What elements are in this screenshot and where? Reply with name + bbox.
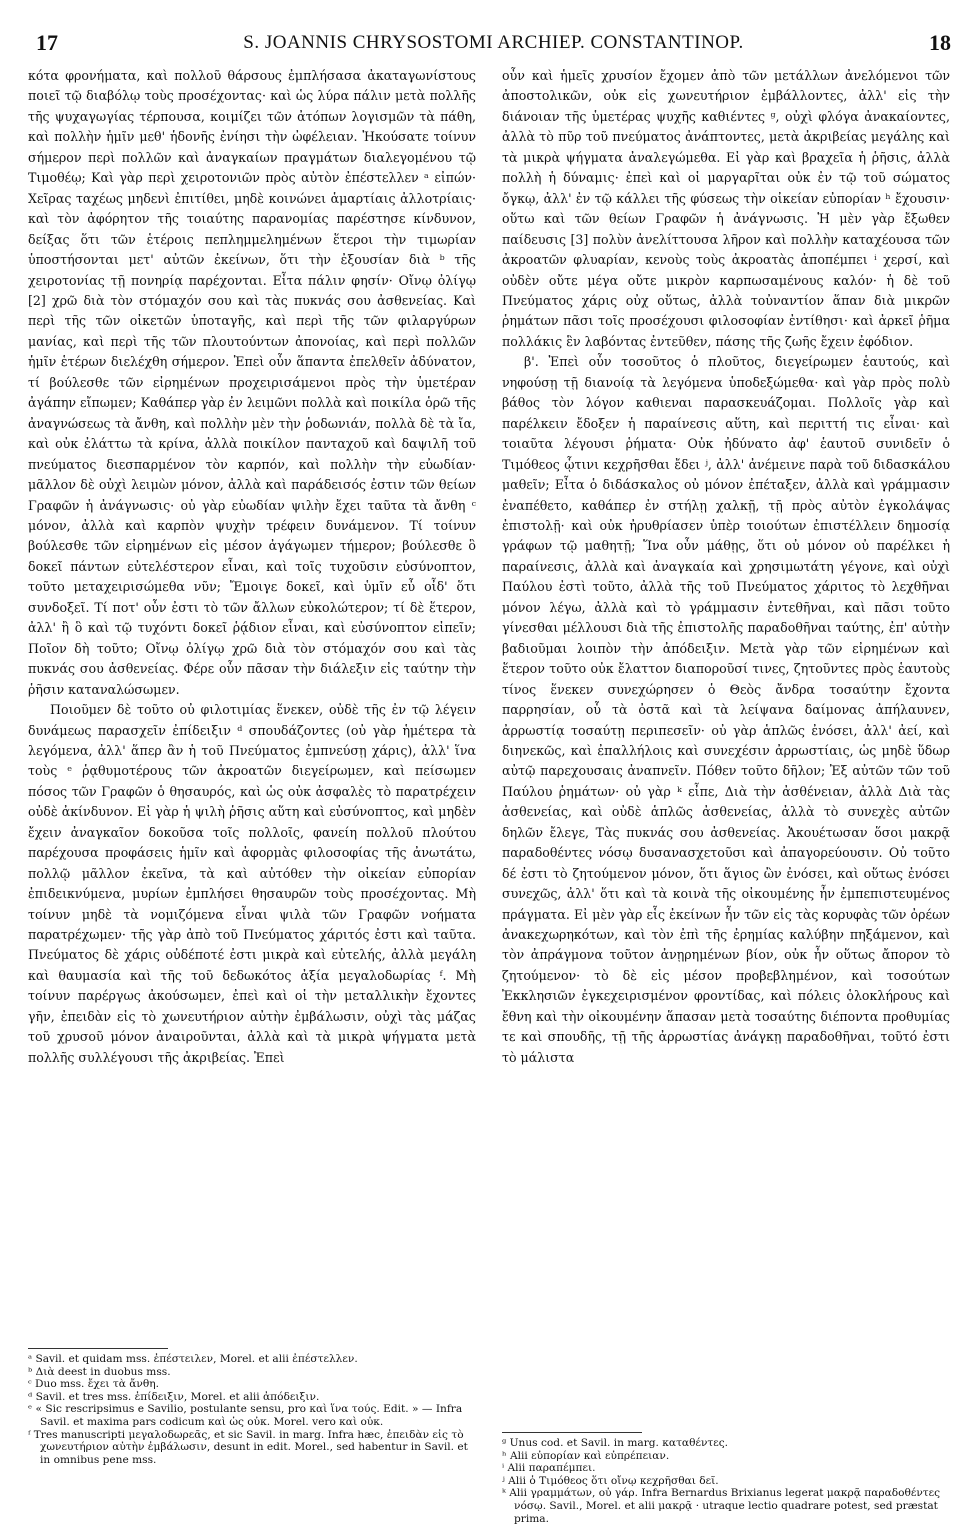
footnote-a: ᵃ Savil. et quidam mss. ἐπέστειλεν, Morel. et alii ἐπέστελλεν. (28, 1353, 358, 1365)
left-paragraph-1: κότα φρονήματα, καὶ πολλοῦ θάρσους ἐμπλήσασα ἀκαταγωνίστους ποιεῖ τῷ διαβόλῳ τοὺς προσέχοντας· καὶ ὡς λύρα πάλιν μετὰ πολλῆς τῆς ψυχαγωγίας τέρπουσα, κοιμίζει τῶν ἀτόπων λογισμῶν τὰ πάθη, καὶ πολλὴν ἡμῖν μεθ' ἡδονῆς ἐνίησι τὴν ὠφέλειαν. Ἠκούσατε τοίνυν σήμερον περὶ πολλῶν καὶ ἀναγκαίων πραγμάτων διαλεγομένου τῷ Τιμοθέῳ; Καὶ γὰρ περὶ χειροτονιῶν πρὸς αὐτὸν ἐπέστελλεν ᵃ εἰπών· Χεῖρας ταχέως μηδενὶ ἐπιτίθει, μηδὲ κοινώνει ἁμαρτίαις ἀλλοτρίαις· καὶ τὸν ἀφόρητον τῆς τοιαύτης παρανομίας παρέστησε κίνδυνον, δείξας ὅτι τῶν ἑτέροις πεπλημμελημένων ἕτεροι τὴν τιμωρίαν ὑποστήσονται μετ' αὐτῶν ἐκείνων, ὅτι τὴν ἐξουσίαν διὰ ᵇ τῆς χειροτονίας τῇ πονηρίᾳ παρέχονται. Εἶτα πάλιν φησίν· Οἴνῳ ὀλίγῳ [2] χρῶ διὰ τὸν στόμαχόν σου καὶ τὰς πυκνάς σου ἀσθενείας. Καὶ περὶ τῆς τῶν οἰκετῶν ὑποταγῆς, καὶ περὶ τῆς τῶν φιλαργύρων μανίας, καὶ περὶ τῆς τῶν πλουτούντων ἀπονοίας, καὶ περὶ πολλῶν ἡμῖν ἑτέρων διελέχθη σήμερον. Ἐπεὶ οὖν ἅπαντα ἐπελθεῖν ἀδύνατον, τί βούλεσθε τῶν εἰρημένων προχειρισάμενοι πρὸς τὴν ὑμετέραν ἀγάπην εἴπωμεν; Καθάπερ γὰρ ἐν λειμῶνι πολλὰ καὶ ποικίλα ὁρῶ τῆς ἀναγνώσεως τὰ ἄνθη, καὶ πολλὴν μὲν τὴν ῥοδωνιάν, πολλὰ δὲ τὰ ἴα, καὶ οὐκ ἐλάττω τὰ κρίνα, ἀλλὰ ποικίλον πανταχοῦ καὶ δαψιλῆ τοῦ πνεύματος διεσπαρμένον τὸν καρπόν, καὶ πολλὴν τὴν εὐωδίαν· μᾶλλον δὲ οὐχὶ λειμὼν μόνον, ἀλλὰ καὶ παράδεισός ἐστιν τῶν θείων Γραφῶν ἡ ἀνάγνωσις· οὐ γὰρ εὐωδίαν ψιλὴν ἔχει ταῦτα τὰ ἄνθη ᶜ μόνον, ἀλλὰ καὶ καρπὸν ψυχὴν τρέφειν δυνάμενον. Τί τοίνυν βούλεσθε τῶν εἰρημένων εἰς μέσον ἀγάγωμεν τήμερον; βούλεσθε ὃ δοκεῖ πάντων εὐτελέστερον εἶναι, καὶ τοῖς τυχοῦσιν εὐσύνοπτον, τοῦτο μεταχειρισώμεθα νῦν; Ἔμοιγε δοκεῖ, καὶ ὑμῖν εὖ οἶδ' ὅτι συνδοξεῖ. Τί ποτ' οὖν ἐστι τὸ τῶν ἄλλων εὐκολώτερον; τί δὲ ἕτερον, ἀλλ' ἢ ὃ καὶ τῷ τυχόντι δοκεῖ ῥᾴδιον εἶναι, καὶ εὐσύνοπτον εἰπεῖν; Ποῖον δὴ τοῦτο; Οἴνῳ ὀλίγῳ χρῶ διὰ τὸν στόμαχόν σου καὶ τὰς πυκνάς σου ἀσθενείας. Φέρε οὖν πᾶσαν τὴν διάλεξιν εἰς ταύτην τὴν ῥῆσιν καταναλώσωμεν. (28, 68, 476, 697)
left-text-column (28, 66, 476, 1338)
footnote-e: ᵉ « Sic rescripsimus e Savilio, postulante sensu, pro καὶ ἵνα τούς. Edit. » — Infra Savil. et maxima pars codicum καὶ ὡς οὐκ. Morel. vero καὶ οὐκ. (28, 1403, 463, 1428)
footnote-rule (502, 1432, 642, 1433)
left-paragraph-2: Ποιοῦμεν δὲ τοῦτο οὐ φιλοτιμίας ἕνεκεν, οὐδὲ τῆς ἐν τῷ λέγειν δυνάμεως παρασχεῖν ἐπίδειξιν ᵈ σπουδάζοντες (οὐ γὰρ ἡμέτερα τὰ λεγόμενα, ἀλλ' ἅπερ ἂν ἡ τοῦ Πνεύματος ἐμπνεύσῃ χάρις), ἀλλ' ἵνα τοὺς ᵉ ῥᾳθυμοτέρους τῶν ἀκροατῶν διεγείρωμεν, καὶ πείσωμεν πόσος τῶν Γραφῶν ὁ θησαυρός, καὶ ὡς οὐκ ἀσφαλὲς τὸ παρατρέχειν οὐδὲ ἀκίνδυνον. Εἰ γὰρ ἡ ψιλὴ ῥῆσις αὕτη καὶ εὐσύνοπτος, καὶ μηδὲν ἔχειν ἀναγκαῖον δοκοῦσα τοῖς πολλοῖς, φανείη πολλοῦ πλούτου παρέχουσα προφάσεις ἡμῖν καὶ ἀφορμὰς φιλοσοφίας τῆς ἀνωτάτω, πολλῷ μᾶλλον ἐκεῖνα, τὰ καὶ αὐτόθεν τὴν οἰκείαν εὐπορίαν ἐπιδεικνύμενα, μυρίων ἐμπλήσει θησαυρῶν τοὺς προσέχοντας. Μὴ τοίνυν μηδὲ τὰ νομιζόμενα εἶναι ψιλὰ τῶν Γραφῶν νοήματα παρατρέχωμεν· τῆς γὰρ ἀπὸ τοῦ Πνεύματος χάριτός ἐστι καὶ ταῦτα. Πνεύματος δὲ χάρις οὐδέποτέ ἐστι μικρὰ καὶ εὐτελής, ἀλλὰ μεγάλη καὶ θαυμασία καὶ τῆς τοῦ δεδωκότος ἀξία μεγαλοδωρίας ᶠ. Μὴ τοίνυν παρέργως ἀκούσωμεν, ἐπεὶ καὶ οἱ τὴν μεταλλικὴν ἔχοντες γῆν, ἐπειδὰν εἰς τὸ χωνευτήριον αὐτὴν ἐμβάλωσιν, οὐχὶ τὰς μάζας τοῦ χρυσοῦ μόνον ἀναιροῦνται, ἀλλὰ καὶ τὰ μικρὰ ψήγματα μετὰ πολλῆς συλλέγουσι τῆς ἀκριβείας. Ἐπεὶ (28, 702, 476, 1065)
right-text-column (502, 66, 950, 1422)
footnote-rule (28, 1348, 168, 1349)
footnote-k: ᵏ Alii γραμμάτων, οὐ γάρ. Infra Bernardus Brixianus legerat μακρᾷ παραδοθέντες νόσῳ. Savil., Morel. et alii μακρᾷ · utraque lectio quadrare potest, sed præstat prima. (502, 1487, 941, 1525)
page-number-right: 18 (929, 30, 951, 55)
right-footnotes (502, 1426, 950, 1525)
running-header (36, 30, 951, 60)
footnote-b: ᵇ Διὰ deest in duobus mss. (28, 1365, 171, 1378)
footnote-f: ᶠ Tres manuscripti μεγαλοδωρεᾶς, et sic Savil. in marg. Infra hæc, ἐπειδὰν εἰς τὸ χωνευτήριον αὐτὴν ἐμβάλωσιν, desunt in edit. Morel., sed habentur in Savil. et in omnibus pene mss. (28, 1428, 468, 1466)
footnote-c: ᶜ Duo mss. ἔχει τὰ ἄνθη. (28, 1378, 159, 1391)
footnote-j: ʲ Alii ὁ Τιμόθεος ὅτι οἴνῳ κεχρῆσθαι δεῖ. (502, 1474, 719, 1487)
left-footnotes (28, 1342, 476, 1466)
footnote-h: ʰ Alii εὐπορίαν καὶ εὐπρέπειαν. (502, 1449, 670, 1462)
right-paragraph-1: οὖν καὶ ἡμεῖς χρυσίον ἔχομεν ἀπὸ τῶν μετάλλων ἀνελόμενοι τῶν ἀποστολικῶν, οὐκ εἰς χωνευτήριον ἐμβάλλοντες, ἀλλ' εἰς τὴν διάνοιαν τῆς ὑμετέρας ψυχῆς καθιέντες ᵍ, οὐχὶ φλόγα ἀνακαίοντες, ἀλλὰ τὸ πῦρ τοῦ πνεύματος ἀνάπτοντες, μετὰ ἀκριβείας μεγάλης καὶ τὰ μικρὰ ψήγματα ἀναλεγώμεθα. Εἰ γὰρ καὶ βραχεῖα ἡ ῥῆσις, ἀλλὰ πολλὴ ἡ δύναμις· ἐπεὶ καὶ οἱ μαργαρῖται οὐκ ἐν τῷ τοῦ σώματος ὄγκῳ, ἀλλ' ἐν τῷ κάλλει τῆς φύσεως τὴν οἰκείαν εὐπορίαν ʰ ἔχουσιν· οὕτω καὶ τῶν θείων Γραφῶν ἡ ἀνάγνωσις. Ἡ μὲν γὰρ ἔξωθεν παίδευσις [3] πολὺν ἀνελίττουσα λῆρον καὶ πολλὴν καταχέουσα τῶν ἀκροατῶν φλυαρίαν, κενοὺς τοὺς ἀκροατὰς ἀποπέμπει ⁱ χερσί, καὶ οὐδὲν οὔτε μέγα οὔτε μικρὸν καρπωσαμένους καλόν· ἡ δὲ τοῦ Πνεύματος χάρις οὐχ οὕτως, ἀλλὰ τοὐναντίον ἅπαν διὰ μικρῶν ῥημάτων πᾶσι τοῖς προσέχουσι φιλοσοφίαν ἐντίθησι· καὶ ἀρκεῖ ῥῆμα πολλάκις ἓν λαβόντας ἐντεῦθεν, πάσης τῆς ζωῆς ἔχειν ἐφόδιον. (502, 68, 950, 349)
footnote-i: ⁱ Alii παραπέμπει. (502, 1462, 596, 1475)
footnote-d: ᵈ Savil. et tres mss. ἐπίδειξιν, Morel. et alii ἀπόδειξιν. (28, 1390, 320, 1403)
running-title: S. JOANNIS CHRYSOSTOMI ARCHIEP. CONSTANTINOP. (243, 32, 744, 53)
right-paragraph-2: β'. Ἐπεὶ οὖν τοσοῦτος ὁ πλοῦτος, διεγείρωμεν ἑαυτούς, καὶ νηφούσῃ τῇ διανοίᾳ τὰ λεγόμενα ὑποδεξώμεθα· καὶ γὰρ πρὸς πολὺ βάθος τὸν λόγον καθιεναι παρασκευάζομαι. Πολλοῖς γὰρ καὶ παρέλκειν ἔδοξεν ἡ παραίνεσις αὕτη, καὶ περιττή τις εἶναι· καὶ τοιαῦτα λέγουσι ῥήματα· Οὐκ ἠδύνατο ἀφ' ἑαυτοῦ συνιδεῖν ὁ Τιμόθεος ᾧτινι κεχρῆσθαι ἔδει ʲ, ἀλλ' ἀνέμεινε παρὰ τοῦ διδασκάλου μαθεῖν; Εἶτα ὁ διδάσκαλος οὐ μόνον ἐπέταξεν, ἀλλὰ καὶ γράμμασιν ἐναπέθετο, καθάπερ ἐν στήλῃ χαλκῇ, τῇ πρὸς αὐτὸν ἐγκολάψας ἐπιστολῇ· καὶ οὐκ ἠρυθρίασεν ὑπὲρ τοιούτων ἐπιστέλλειν δημοσίᾳ γράφων τῷ μαθητῇ; Ἵνα οὖν μάθῃς, ὅτι οὐ μόνον οὐ παρέλκει ἡ παραίνεσις, ἀλλὰ καὶ ἀναγκαία καὶ χρησιμωτάτη γέγονε, καὶ οὐχὶ Παύλου ἐστὶ τοῦτο, ἀλλὰ τῆς τοῦ Πνεύματος χάριτος τὸ λεχθῆναι μόνον λέγω, ἀλλὰ καὶ τὸ γράμμασιν ἐντεθῆναι, καὶ πᾶσι τοῦτο γίνεσθαι μέλλουσι διὰ τῆς ἐπιστολῆς παραδοθῆναι ταύτης, ἐπ' αὐτὴν βαδιοῦμαι λοιπὸν τὴν ἀπόδειξιν. Μετὰ γὰρ τῶν εἰρημένων καὶ ἕτερον τοῦτο οὐκ ἔλαττον διαποροῦσί τινες, ζητοῦντες πρὸς ἑαυτοὺς τίνος ἕνεκεν συνεχώρησεν ὁ Θεὸς ἄνδρα τοσαύτην ἔχοντα παρρησίαν, οὗ τὰ ὀστᾶ καὶ τὰ λείψανα δαίμονας ἀπήλαυνεν, ἀρρωστίᾳ τοσαύτῃ περιπεσεῖν· οὐ γὰρ ἁπλῶς ἐνόσει, ἀλλ' ἀεί, καὶ διηνεκῶς, καὶ ἐπαλλήλοις καὶ συνεχέσιν ἀρρωστίαις, ὡς μηδὲ ὕδωρ αὐτῷ παρεχουσαις ἀναπνεῖν. Πόθεν τοῦτο δῆλον; Ἐξ αὐτῶν τῶν τοῦ Παύλου ῥημάτων· οὐ γὰρ ᵏ εἶπε, Διὰ τὴν ἀσθένειαν, ἀλλὰ Διὰ τὰς ἀσθενείας, καὶ οὐδὲ ἁπλῶς ἀσθενείας, ἀλλὰ τὸ συνεχὲς αὐτῶν δηλῶν ἔλεγε, Τὰς πυκνάς σου ἀσθενείας. Ἀκουέτωσαν ὅσοι μακρᾷ παραδοθέντες νόσῳ δυσανασχετοῦσι καὶ ἀπαγορεύουσιν. Οὐ τοῦτο δέ ἐστι τὸ ζητούμενον μόνον, ὅτι ἅγιος ὢν ἐνόσει, καὶ οὕτως ἐνόσει συνεχῶς, ἀλλ' ὅτι καὶ τὰ κοινὰ τῆς οἰκουμένης ἦν ἐμπεπιστευμένος πράγματα. Εἰ μὲν γὰρ εἷς ἐκείνων ἦν τῶν εἰς τὰς κορυφὰς τῶν ὀρέων ἀνακεχωρηκότων, καὶ τὸν ἐπὶ τῆς ἐρημίας καλύβην πηξάμενον, καὶ τὸν ἀπράγμονα τοῦτον ἀνῃρημένων βίον, οὐκ ἦν οὕτως ἄπορον τὸ ζητούμενον· τὸ δὲ εἰς μέσον προβεβλημένον, καὶ τοσούτων Ἐκκλησιῶν ἐγκεχειρισμένον φροντίδας, καὶ πόλεις ὁλοκλήρους καὶ ἔθνη καὶ τὴν οἰκουμένην ἅπασαν μετὰ τοσαύτης διέποντα προθυμίας τε καὶ σπουδῆς, τῇ τῆς ἀρρωστίας ἀνάγκῃ παραδοθῆναι, τοῦτό ἐστι τὸ μάλιστα (502, 354, 950, 1065)
footnote-g: ᵍ Unus cod. et Savil. in marg. καταθέντες. (502, 1437, 729, 1449)
page-number-left: 17 (36, 30, 58, 55)
